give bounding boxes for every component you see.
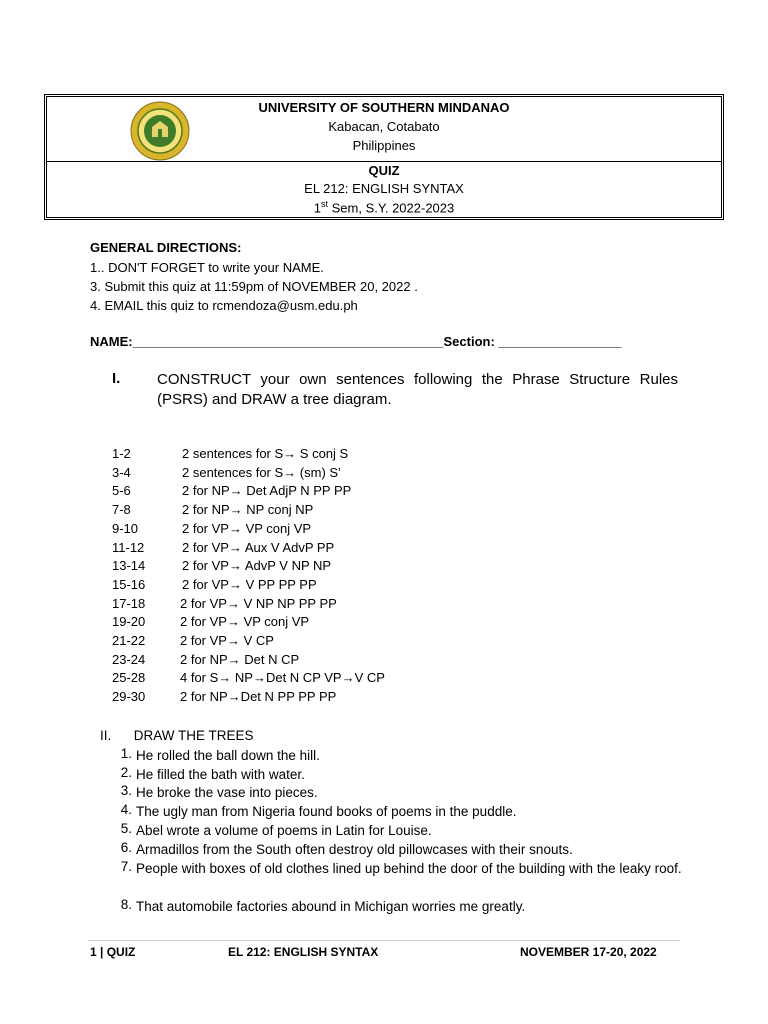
rule-text: 2 for NP→ Det AdjP N PP PP <box>182 483 352 499</box>
direction-item: 3. Submit this quiz at 11:59pm of NOVEMBER 20, 2022 . <box>90 279 418 294</box>
rule-number: 1-2 <box>112 446 131 461</box>
rule-number: 23-24 <box>112 651 146 667</box>
footer-divider <box>88 940 680 941</box>
sentence-text: He broke the vase into pieces. <box>136 785 318 800</box>
rule-text: 2 for VP→ V NP NP PP PP <box>180 595 337 611</box>
sentence-number: 1. <box>120 746 132 761</box>
rule-text: 2 for VP→ AdvP V NP NP <box>182 558 332 574</box>
rule-number: 21-22 <box>112 633 146 648</box>
rule-number: 11-12 <box>112 539 145 555</box>
direction-item: 4. EMAIL this quiz to rcmendoza@usm.edu.ph <box>90 298 358 313</box>
name-line <box>90 334 621 349</box>
semester-suffix: st <box>320 199 328 209</box>
sentence-text: People with boxes of old clothes lined up behind the door of the building with the leaky roof. <box>136 861 682 876</box>
directions-title: GENERAL DIRECTIONS: <box>90 240 242 255</box>
semester-number: 1 <box>313 200 321 216</box>
part1-text: CONSTRUCT your own sentences following the Phrase Structure Rules (PSRS) and DRAW a tree diagram. <box>157 371 678 408</box>
rule-text: 2 for NP→ NP conj NP <box>182 502 314 518</box>
sentence-number: 5. <box>120 821 132 836</box>
rule-number: 9-10 <box>112 520 139 536</box>
rule-text: 2 for NP→Det N PP PP PP <box>180 689 337 705</box>
rule-text: 2 for VP→ VP conj VP <box>182 520 312 536</box>
footer-date: NOVEMBER 17-20, 2022 <box>520 945 657 959</box>
university-city: Kabacan, Cotabato <box>328 119 440 134</box>
sentence-number: 6. <box>120 840 132 855</box>
header-box <box>44 94 724 220</box>
sentence-text: Abel wrote a volume of poems in Latin for Louise. <box>136 823 432 838</box>
footer-course: EL 212: ENGLISH SYNTAX <box>228 945 379 959</box>
direction-item: 1.. DON'T FORGET to write your NAME. <box>90 260 324 275</box>
header-bottom <box>47 163 721 219</box>
section-field[interactable]: Section: _________________ <box>443 334 622 349</box>
rule-number: 7-8 <box>112 502 131 518</box>
rule-number: 17-18 <box>112 595 146 611</box>
university-country: Philippines <box>352 138 416 153</box>
rule-text: 2 for VP→ VP conj VP <box>180 614 310 630</box>
university-name: UNIVERSITY OF SOUTHERN MINDANAO <box>258 100 510 115</box>
semester-rest: Sem, S.Y. 2022-2023 <box>328 200 455 216</box>
footer-page: 1 | QUIZ <box>90 945 136 959</box>
sentence-text: Armadillos from the South often destroy old pillowcases with their snouts. <box>136 842 573 857</box>
sentence-text: He rolled the ball down the hill. <box>136 748 320 763</box>
rule-text: 2 for NP→ Det N CP <box>180 651 300 667</box>
sentence-number: 4. <box>120 802 132 817</box>
rule-number: 5-6 <box>112 483 131 499</box>
sentence-number: 8. <box>120 897 132 912</box>
rule-text: 2 for VP→ V PP PP PP <box>182 576 317 592</box>
sentence-number: 3. <box>120 783 132 798</box>
sentence-text: The ugly man from Nigeria found books of poems in the puddle. <box>136 804 517 819</box>
sentence-text: He filled the bath with water. <box>136 767 305 782</box>
part1-numeral: I. <box>112 370 121 387</box>
doc-type: QUIZ <box>368 163 400 178</box>
part2-heading: II. DRAW THE TREES <box>100 728 254 743</box>
name-field[interactable]: NAME:___________________________________________ <box>90 334 444 349</box>
course-title: EL 212: ENGLISH SYNTAX <box>304 181 464 196</box>
rule-text: 2 sentences for S→ S conj S <box>182 446 349 461</box>
semester <box>47 199 721 215</box>
rule-text: 2 for VP→ V CP <box>180 633 274 648</box>
rule-number: 3-4 <box>112 464 131 480</box>
rule-number: 29-30 <box>112 689 146 705</box>
rule-text: 2 for VP→ Aux V AdvP PP <box>182 539 335 555</box>
rule-number: 19-20 <box>112 614 146 630</box>
rule-number: 15-16 <box>112 576 146 592</box>
sentence-number: 2. <box>120 765 132 780</box>
rule-text: 2 sentences for S→ (sm) S’ <box>182 464 341 480</box>
sentence-number: 7. <box>120 859 132 874</box>
header-top <box>47 97 721 162</box>
rule-number: 13-14 <box>112 558 146 574</box>
rule-text: 4 for S→ NP→Det N CP VP→V CP <box>180 670 385 686</box>
sentence-text: That automobile factories abound in Michigan worries me greatly. <box>136 899 526 914</box>
rule-number: 25-28 <box>112 670 146 686</box>
